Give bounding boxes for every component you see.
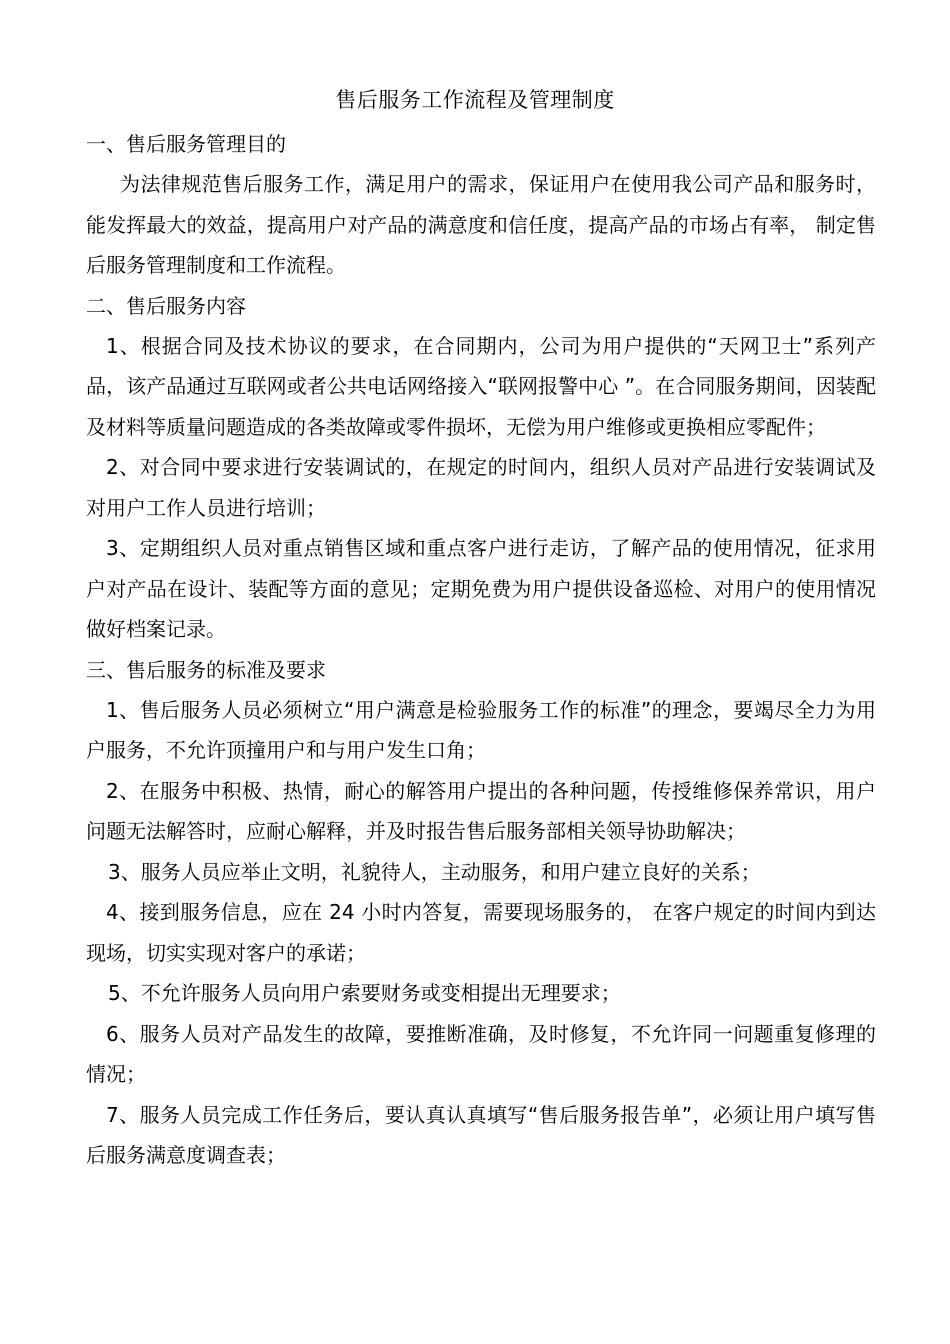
section-paragraph: 3、服务人员应举止文明，礼貌待人，主动服务，和用户建立良好的关系； (108, 859, 761, 884)
section-paragraph: 2、在服务中积极、热情，耐心的解答用户提出的各种问题，传授维修保养常识，用户问题无法解答时，应耐心解释，并及时报告售后服务部相关领导协助解决； (86, 778, 876, 843)
section-paragraph: 6、服务人员对产品发生的故障，要推断准确，及时修复，不允许同一问题重复修理的情况； (86, 1021, 876, 1086)
section-paragraph: 2、对合同中要求进行安装调试的，在规定的时间内，组织人员对产品进行安装调试及对用户工作人员进行培训； (86, 455, 876, 520)
section-paragraph: 4、接到服务信息，应在 24 小时内答复，需要现场服务的， 在客户规定的时间内到达现场，切实实现对客户的承诺； (86, 900, 876, 965)
section-paragraph: 5、不允许服务人员向用户索要财务或变相提出无理要求； (108, 981, 621, 1005)
section-heading-purpose: 一、售后服务管理目的 (86, 132, 286, 156)
section-heading-standards: 三、售后服务的标准及要求 (86, 657, 326, 682)
document-body (86, 124, 876, 1176)
section-heading-content: 二、售后服务内容 (86, 293, 246, 318)
section-paragraph: 1、根据合同及技术协议的要求，在合同期内，公司为用户提供的“天网卫士”系列产品，该产品通过互联网或者公共电话网络接入“联网报警中心 ”。在合同服务期间，因装配及材料等质量问题造成的各类故障或零件损坏，无偿为用户维修或更换相应零配件； (86, 333, 876, 439)
document-title: 售后服务工作流程及管理制度 (335, 88, 615, 112)
section-paragraph: 3、定期组织人员对重点销售区域和重点客户进行走访，了解产品的使用情况，征求用户对产品在设计、装配等方面的意见；定期免费为用户提供设备巡检、对用户的使用情况做好档案记录。 (86, 536, 876, 641)
section-paragraph: 为法律规范售后服务工作，满足用户的需求，保证用户在使用我公司产品和服务时，能发挥最大的效益，提高用户对产品的满意度和信任度，提高产品的市场占有率， 制定售后服务管理制度和工作流程。 (86, 172, 876, 277)
section-paragraph: 1、售后服务人员必须树立“用户满意是检验服务工作的标准”的理念，要竭尽全力为用户服务，不允许顶撞用户和与用户发生口角； (86, 697, 876, 762)
section-paragraph: 7、服务人员完成工作任务后，要认真认真填写“售后服务报告单”，必须让用户填写售后服务满意度调查表； (86, 1102, 876, 1167)
